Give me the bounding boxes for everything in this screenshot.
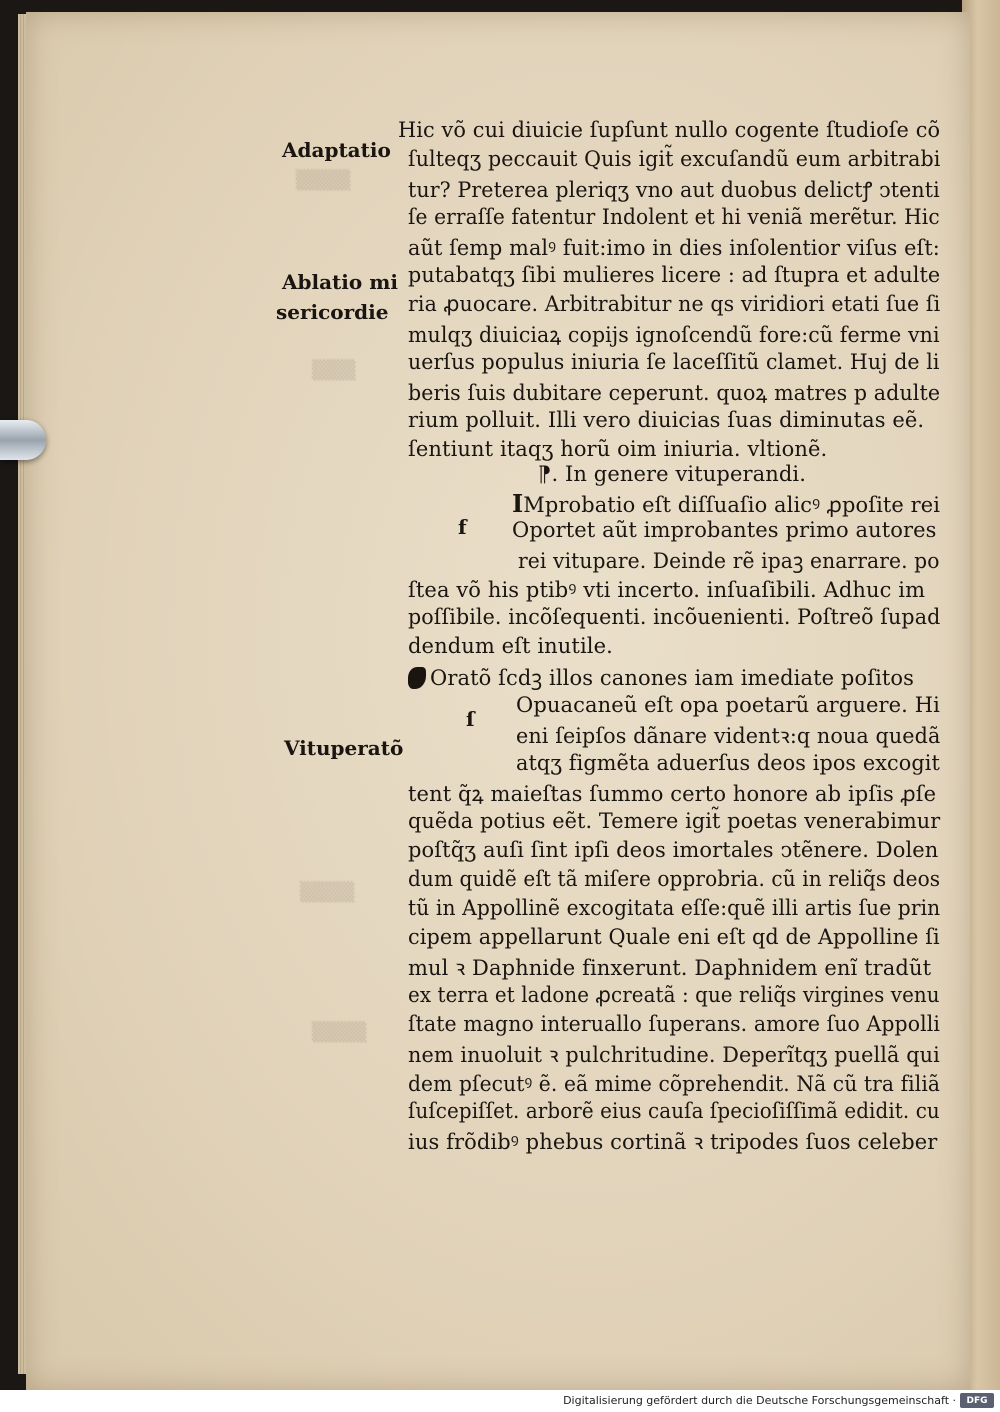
text-line: ſe erraſſe fatentur Indolent et hi veniã merẽtur. Hic: [408, 205, 940, 229]
text-line: dem pſecutꝰ ẽ. eã mime cõprehendit. Nã cũ tra filiã: [408, 1072, 941, 1096]
text-line: tent q̃ꝝ maieſtas ſummo certo honore ab ipſis ꝓſe: [408, 782, 937, 806]
text-line: [408, 664, 914, 692]
text-line: [512, 489, 940, 519]
text-line: ſtate magno interuallo ſuperans. amore ſuo Appolli: [408, 1012, 940, 1036]
text-line: atqʒ figmẽta aduerſus deos ipos excogit: [516, 751, 940, 775]
text-line: uerſus populus iniuria ſe laceſſitũ clamet. Huj de li: [408, 350, 940, 374]
text-line: ius frõdibꝰ phebus cortinã ꝛ tripodes ſuos celeber: [408, 1130, 938, 1154]
text-line: ſuſcepiſſet. arborẽ eius cauſa ſpecioſiſſimã edidit. cu: [408, 1099, 940, 1123]
marginal-note-vituperato: Vituperatõ: [284, 736, 404, 760]
text-line: ſentiunt itaqʒ horũ oim iniuria. vltionẽ.: [408, 437, 828, 461]
text-line: dum quidẽ eſt tã miſere opprobria. cũ in reliq̃s deos: [408, 867, 941, 891]
text-line: rei vitupare. Deinde rẽ ipaꝫ enarrare. po: [518, 549, 940, 573]
section-heading: ⁋. In genere vituperandi.: [538, 462, 807, 486]
text-line: ex terra et ladone ꝓcreatã : que reliq̃s virgines venu: [408, 983, 940, 1007]
text-line: ſtea võ his ptibꝰ vti incerto. inſuaſibili. Adhuc im: [408, 578, 926, 602]
marginal-letter-f: f: [458, 515, 467, 539]
bleed-through: ▒▒▒▒: [312, 360, 356, 381]
dfg-logo: DFG: [960, 1393, 994, 1408]
initial-letter: I: [512, 489, 524, 518]
text-line: mul ꝛ Daphnide finxerunt. Daphnidem enĩ tradũt: [408, 956, 932, 980]
bleed-through: ▒▒▒▒▒: [296, 170, 351, 191]
text-line: nem inuoluit ꝛ pulchritudine. Deperĩtqʒ puellã qui: [408, 1043, 940, 1067]
text-line: poſſibile. incõſequenti. incõuenienti. Poſtreõ ſupad: [408, 605, 941, 629]
text-line-content: Mprobatio eſt diſſuaſio alicꝰ ꝓpoſite rei: [523, 493, 941, 517]
text-line: Hic võ cui diuicie ſupſunt nullo cogente ſtudioſe cõ: [398, 118, 941, 142]
text-line: Oportet aũt improbantes primo autores: [512, 518, 937, 542]
paragraph-mark-icon: [408, 667, 426, 689]
text-line: mulqʒ diuiciaꝝ copijs ignoſcendũ fore:cũ ferme vni: [408, 323, 940, 347]
text-line: putabatqʒ ſibi mulieres licere : ad ſtupra et adulte: [408, 263, 941, 287]
text-line: quẽda potius eẽt. Temere igit̃ poetas venerabimur: [408, 809, 941, 833]
text-line: ſulteqʒ peccauit Quis igit̃ excuſandũ eum arbitrabi: [408, 147, 941, 171]
marginal-note-ablatio: Ablatio mi: [282, 270, 398, 294]
marginal-letter-s: ſ: [466, 707, 475, 731]
paper-clip: [0, 420, 46, 460]
text-line: Opuacaneũ eſt opa poetarũ arguere. Hi: [516, 693, 940, 717]
text-line-content: Oratõ ſcdꝫ illos canones iam imediate poſitos: [430, 666, 915, 690]
text-line: eni ſeipſos dãnare videntꝛ:q noua quedã: [516, 724, 941, 748]
text-line: ria ꝓuocare. Arbitrabitur ne qs viridiori etati ſue ſi: [408, 292, 941, 316]
footer-bar: [0, 1390, 1000, 1412]
text-line: aũt ſemp malꝰ fuit:imo in dies inſolentior viſus eſt:: [408, 236, 940, 260]
bleed-through: ▒▒▒▒▒: [300, 882, 355, 903]
bleed-through: ▒▒▒▒▒: [312, 1022, 367, 1043]
text-line: tur? Preterea pleriqʒ vno aut duobus delictꝭ ↄtenti: [408, 178, 940, 202]
funding-credit: Digitalisierung gefördert durch die Deutsche Forschungsgemeinschaft ·: [563, 1394, 956, 1407]
marginal-note-adaptatio: Adaptatio: [282, 138, 391, 162]
text-line: poſtq̃ʒ auſi ſint ipſi deos imortales ↄtẽnere. Dolen: [408, 838, 939, 862]
marginal-note-sericordie: sericordie: [276, 300, 389, 324]
text-line: beris ſuis dubitare ceperunt. quoꝝ matres p adulte: [408, 381, 941, 405]
text-line: dendum eſt inutile.: [408, 634, 613, 658]
text-line: tũ in Appollinẽ excogitata eſſe:quẽ illi artis ſue prin: [408, 896, 941, 920]
text-line: rium polluit. Illi vero diuicias ſuas diminutas eẽ.: [408, 408, 925, 432]
text-line: cipem appellarunt Quale eni eſt qd de Appolline ſi: [408, 925, 940, 949]
